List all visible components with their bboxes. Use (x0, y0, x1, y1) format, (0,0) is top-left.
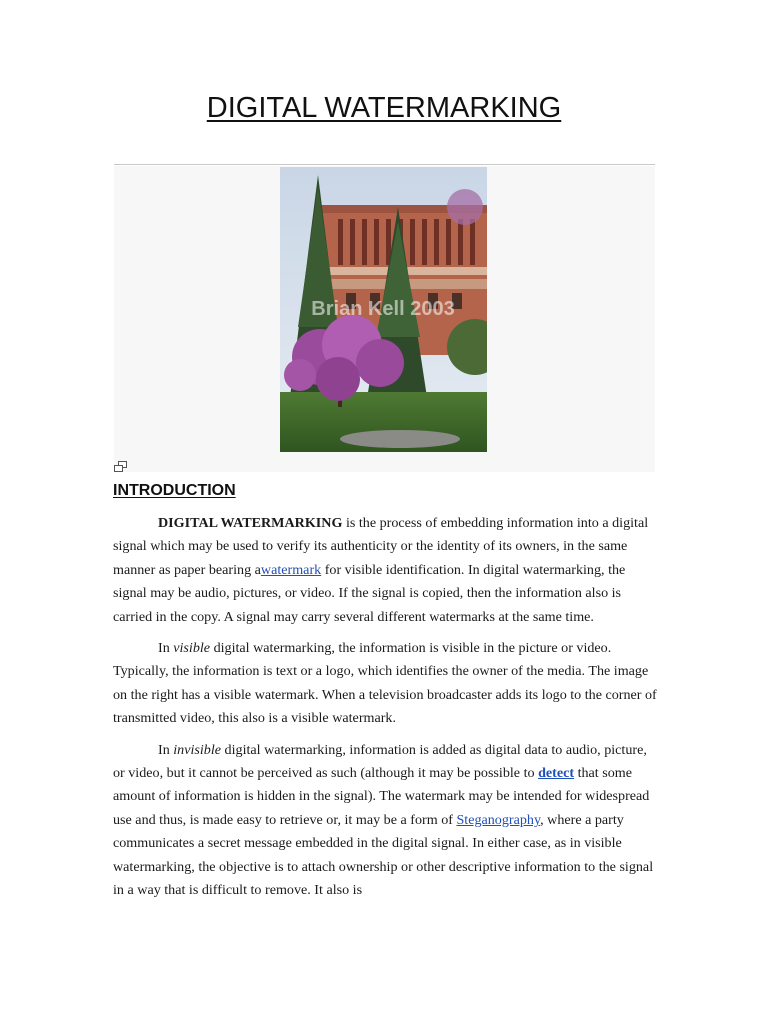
document-title: DIGITAL WATERMARKING (206, 92, 562, 124)
paragraph-definition: DIGITAL WATERMARKING is the process of embedding information into a digital signal which may be used to verify its authenticity or the identity of its owners, in the same manner as paper bearing awatermark for visible identification. In digital watermarking, the signal may be audio, pictures, or video. If the signal is copied, then the information also is carried in the copy. A signal may carry several different watermarks at the same time. (113, 515, 649, 625)
paragraph-visible: In visible digital watermarking, the information is visible in the picture or video. Typically, the information is text or a logo, which identifies the owner of the media. The image on the right has a visible watermark. When a television broadcaster adds its logo to the corner of transmitted video, this also is a visible watermark. (113, 640, 657, 727)
paragraph-invisible: In invisible digital watermarking, information is added as digital data to audio, picture, or video, but it cannot be perceived as such (although it may be possible to detect that some amount of information is hidden in the signal). The watermark may be intended for widespread use and thus, is made easy to retrieve or, it may be a form of Steganography, where a party communicates a secret message embedded in the digital signal. In either case, as in visible watermarking, the objective is to attach ownership or other descriptive information to the signal in a way that is difficult to remove. It also is (113, 741, 654, 899)
photo-watermark-text: Brian Kell 2003 (311, 298, 455, 320)
emphasis-visible: visible (173, 640, 211, 657)
enlarge-icon[interactable] (114, 459, 127, 470)
link-detect[interactable]: detect (538, 765, 575, 782)
horizontal-rule (114, 164, 655, 165)
body-text (113, 512, 658, 911)
section-heading-introduction: INTRODUCTION (113, 482, 236, 499)
link-watermark[interactable]: watermark (260, 561, 322, 578)
watermarked-photo[interactable] (280, 167, 487, 452)
term-digital-watermarking: DIGITAL WATERMARKING (158, 515, 343, 531)
emphasis-invisible: invisible (173, 741, 222, 758)
link-steganography[interactable]: Steganography (456, 811, 541, 828)
